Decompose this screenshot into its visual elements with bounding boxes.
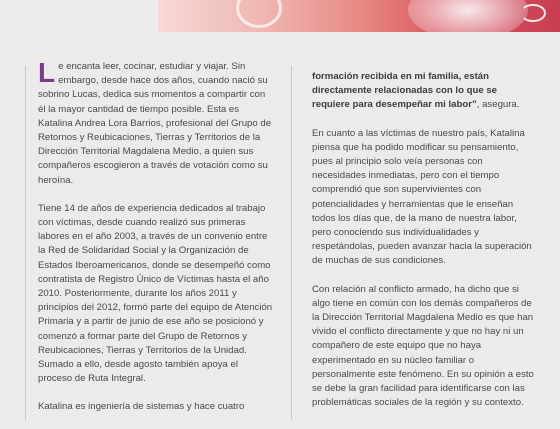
article-right-column bbox=[312, 70, 534, 424]
paragraph-intro-text: e encanta leer, cocinar, estudiar y viajar. Sin embargo, desde hace dos años, cuando nació su sobrino Lucas, dedica sus momentos a compartir con él la mayor cantidad de tiempo posible. Esta es Katalina Andrea Lora Barrios, profesional del Grupo de Retornos y Reubicaciones, Tierras y Territorios de la Dirección Territorial Magdalena Medio, a quien sus compañeros escogieron a través de votación como su heroína. bbox=[38, 61, 272, 186]
paragraph-quote bbox=[312, 70, 534, 113]
quote-tail-text: , asegura. bbox=[476, 99, 520, 111]
paragraph-education: Katalina es ingeniería de sistemas y hace cuatro bbox=[38, 401, 245, 413]
header-photo-banner bbox=[158, 0, 560, 32]
paragraph-victims: En cuanto a las víctimas de nuestro país, Katalina piensa que ha podido modificar su pensamiento, pues al principio solo veía personas con necesidades inmediatas, pero con el tiempo comprendió que son supervivientes con potencialidades y herramientas que le enseñan todos los días que, de la mano de nuestra labor, pero conociendo sus individualidades y respetándolas, pueden avanzar hacia la superación de muchas de sus condiciones. bbox=[312, 127, 532, 267]
paragraph-experience: Tiene 14 de años de experiencia dedicados al trabajo con víctimas, desde cuando realizó sus primeras labores en el año 2003, a través de un convenio entre la Red de Solidaridad Social y la Organización de Estados Iberoamericanos, donde se desempeñó como contratista de Registro Único de Víctimas hasta el año 2010. Posteriormente, durante los años 2011 y principios del 2012, formó parte del equipo de Atención Primaria y a partir de junio de ese año se posicionó y comenzó a formar parte del Grupo de Retornos y Reubicaciones, Tierras y Territorios de la Unidad. Sumado a ello, desde agosto también apoya el proceso de Ruta Integral. bbox=[38, 202, 273, 385]
banner-squiggle-decoration bbox=[520, 4, 546, 22]
paragraph-intro bbox=[38, 57, 274, 188]
banner-hand-image bbox=[236, 0, 282, 28]
banner-glow-decoration bbox=[408, 0, 528, 32]
paragraph-conflict: Con relación al conflicto armado, ha dicho que si algo tiene en común con los demás compañeros de la Dirección Territorial Magdalena Medio es que han vivido el conflicto directamente y que no hay ni un compañero de este equipo que no haya experimentado en su núcleo familiar o personalmente este fenómeno. En su opinión a esto se debe la gran facilidad para identificarse con las problemáticas sociales de la región y su contexto. bbox=[312, 283, 534, 409]
left-margin-rule bbox=[25, 66, 26, 420]
article-left-column bbox=[38, 57, 274, 429]
drop-cap: L bbox=[38, 57, 56, 88]
column-divider-rule bbox=[291, 66, 292, 420]
quote-bold-text: formación recibida en mi familia, están directamente relacionadas con lo que se requiere para desempeñar mi labor” bbox=[312, 71, 498, 111]
